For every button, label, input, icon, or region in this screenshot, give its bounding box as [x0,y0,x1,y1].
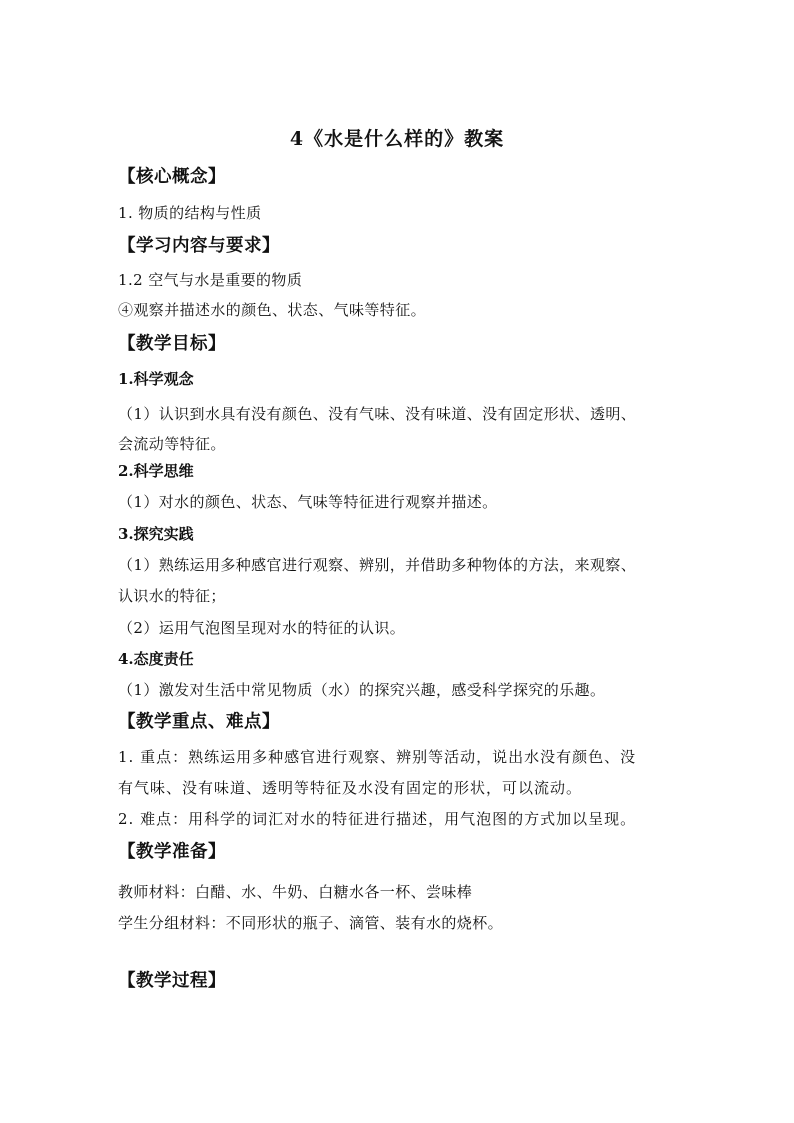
key-point-line: 1. 重点：熟练运用多种感官进行观察、辨别等活动，说出水没有颜色、没 [118,748,637,766]
requirement-item: ④观察并描述水的颜色、状态、气味等特征。 [118,301,427,319]
goal-line: 认识水的特征； [118,587,226,605]
goal-line: （1）认识到水具有没有颜色、没有气味、没有味道、没有固定形状、透明、 [118,405,637,423]
core-concept-item: 1. 物质的结构与性质 [118,204,262,222]
preparation-line: 学生分组材料：不同形状的瓶子、滴管、装有水的烧杯。 [118,914,504,932]
heading-core-concept: 【核心概念】 [118,167,226,187]
key-point-line: 有气味、没有味道、透明等特征及水没有固定的形状，可以流动。 [118,779,583,797]
heading-key-points: 【教学重点、难点】 [118,712,280,732]
heading-teaching-goals: 【教学目标】 [118,334,226,354]
preparation-line: 教师材料：白醋、水、牛奶、白糖水各一杯、尝味棒 [118,883,473,901]
heading-content-requirements: 【学习内容与要求】 [118,236,280,256]
goal-title-science-concept: 1.科学观念 [118,370,194,388]
goal-title-science-thinking: 2.科学思维 [118,462,194,480]
goal-line: （1）激发对生活中常见物质（水）的探究兴趣，感受科学探究的乐趣。 [118,681,606,699]
heading-process: 【教学过程】 [118,971,226,991]
goal-title-attitude: 4.态度责任 [118,650,194,668]
goal-line: （2）运用气泡图呈现对水的特征的认识。 [118,619,406,637]
goal-title-inquiry-practice: 3.探究实践 [118,525,194,543]
requirement-item: 1.2 空气与水是重要的物质 [118,271,303,289]
goal-line: 会流动等特征。 [118,435,226,453]
heading-preparation: 【教学准备】 [118,842,226,862]
key-point-line: 2. 难点：用科学的词汇对水的特征进行描述，用气泡图的方式加以呈现。 [118,810,637,828]
document-title: 4《水是什么样的》教案 [289,128,505,150]
goal-line: （1）熟练运用多种感官进行观察、辨别，并借助多种物体的方法，来观察、 [118,556,637,574]
goal-line: （1）对水的颜色、状态、气味等特征进行观察并描述。 [118,493,498,511]
